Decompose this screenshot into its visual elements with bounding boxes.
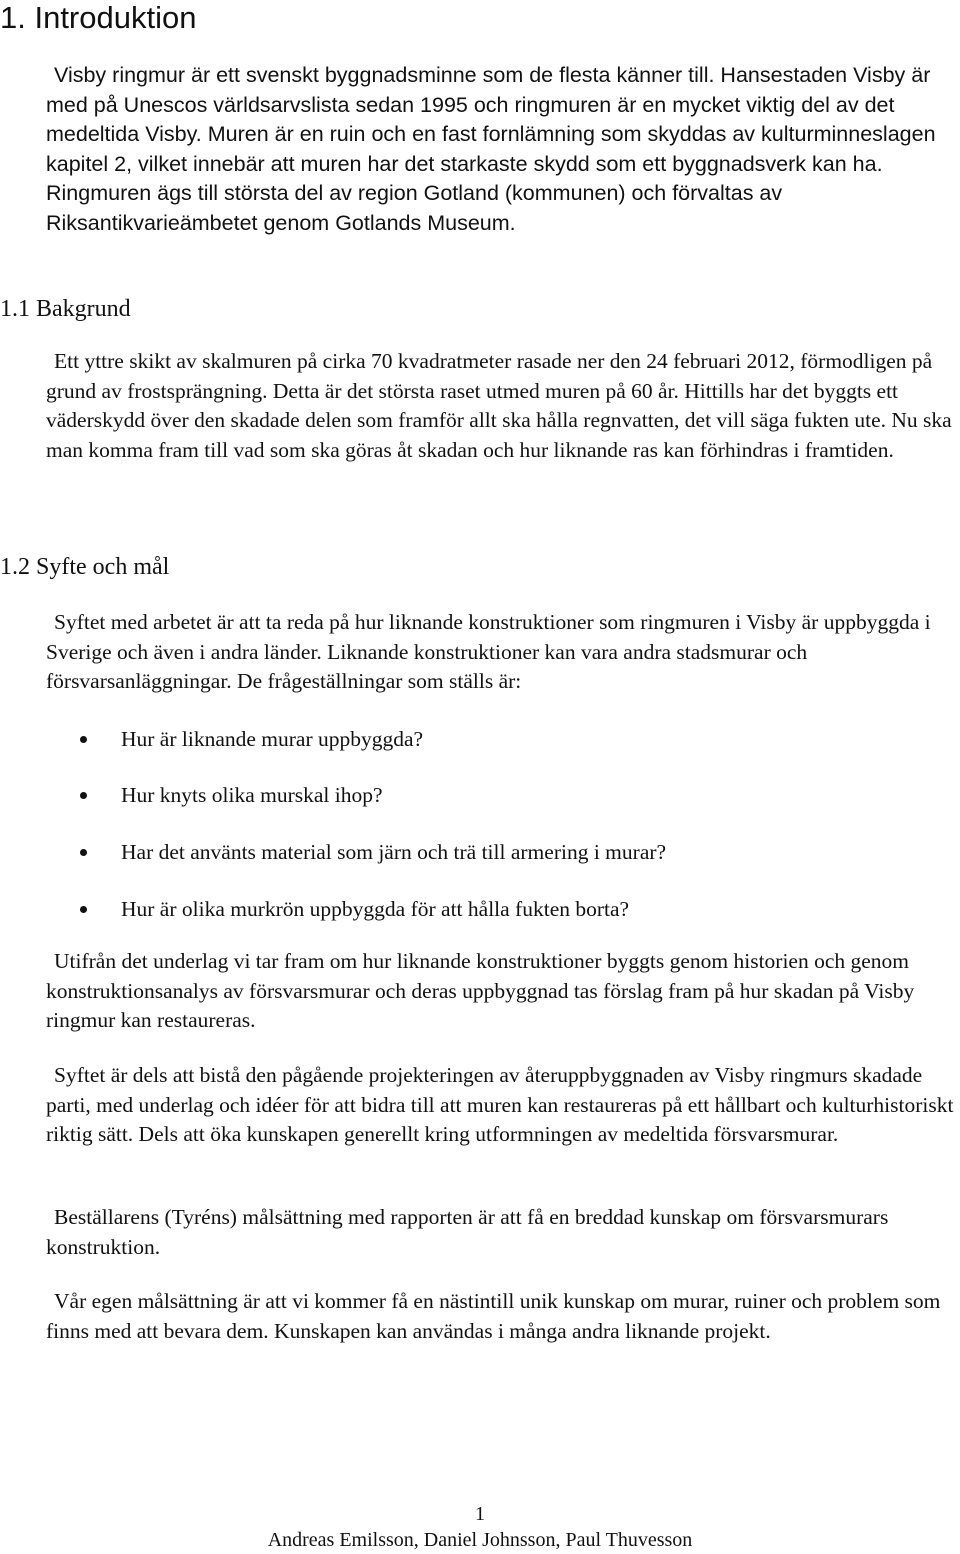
syfte-paragraph xyxy=(46,608,958,697)
list-item xyxy=(80,781,940,810)
list-item-text: Har det använts material som järn och trä till armering i murar? xyxy=(121,840,667,864)
intro-paragraph xyxy=(46,61,951,238)
list-item xyxy=(80,838,940,867)
list-item-text: Hur är liknande murar uppbyggda? xyxy=(121,727,424,751)
syfte-paragraph-text: Syftet med arbetet är att ta reda på hur liknande konstruktioner som ringmuren i Visby är uppbyggda i Sverige och även i andra länder. Liknande konstruktioner kan vara andra stadsmurar och försvarsanläggningar. De frågeställningar som ställs är: xyxy=(46,610,931,693)
syftet-dels-paragraph-text: Syftet är dels att bistå den pågående projekteringen av återuppbyggnaden av Visby ringmurs skadade parti, med underlag och idéer för att bidra till att muren kan restaureras på ett hållbart och kulturhistoriskt riktig sätt. Dels att öka kunskapen generellt kring utformningen av medeltida försvarsmurar. xyxy=(46,1063,954,1146)
var-egen-paragraph xyxy=(46,1287,958,1346)
bakgrund-paragraph-text: Ett yttre skikt av skalmuren på cirka 70 kvadratmeter rasade ner den 24 februari 2012, förmodligen på grund av frostsprängning. Detta är det största raset utmed muren på 60 år. Hittills har det byggts ett väderskydd över den skadade delen som framför allt ska hålla regnvatten, det vill säga fukten ute. Nu ska man komma fram till vad som ska göras åt skadan och hur liknande ras kan förhindras i framtiden. xyxy=(46,349,952,462)
list-item-text: Hur är olika murkrön uppbyggda för att hålla fukten borta? xyxy=(121,897,630,921)
utifran-paragraph xyxy=(46,947,958,1036)
bestallare-paragraph-text: Beställarens (Tyréns) målsättning med rapporten är att få en breddad kunskap om försvarsmurars konstruktion. xyxy=(46,1205,889,1259)
section-heading-bakgrund: 1.1 Bakgrund xyxy=(0,296,131,322)
section-heading-introduktion: 1. Introduktion xyxy=(0,0,197,35)
bakgrund-paragraph xyxy=(46,347,958,465)
bullet-icon xyxy=(80,849,87,856)
page-number: 1 xyxy=(475,1503,485,1525)
bullet-icon xyxy=(80,792,87,799)
list-item xyxy=(80,725,940,754)
list-item-text: Hur knyts olika murskal ihop? xyxy=(121,783,383,807)
utifran-paragraph-text: Utifrån det underlag vi tar fram om hur liknande konstruktioner byggts genom historien och genom konstruktionsanalys av försvarsmurar och deras uppbyggnad tas förslag fram på hur skadan på Visby ringmur kan restaureras. xyxy=(46,949,915,1032)
bullet-icon xyxy=(80,906,87,913)
bestallare-paragraph xyxy=(46,1203,958,1262)
syftet-dels-paragraph xyxy=(46,1061,958,1150)
var-egen-paragraph-text: Vår egen målsättning är att vi kommer få en nästintill unik kunskap om murar, ruiner och problem som finns med att bevara dem. Kunskapen kan användas i många andra liknande projekt. xyxy=(46,1289,941,1343)
bullet-icon xyxy=(80,736,87,743)
intro-paragraph-text: Visby ringmur är ett svenskt byggnadsminne som de flesta känner till. Hansestaden Visby är med på Unescos världsarvslista sedan 1995 och ringmuren är en mycket viktig del av det medeltida Visby. Muren är en ruin och en fast fornlämning som skyddas av kulturminneslagen kapitel 2, vilket innebär att muren har det starkaste skydd som ett byggnadsverk kan ha. Ringmuren ägs till största del av region Gotland (kommunen) och förvaltas av Riksantikvarieämbetet genom Gotlands Museum. xyxy=(46,63,936,235)
footer-authors: Andreas Emilsson, Daniel Johnsson, Paul Thuvesson xyxy=(267,1529,693,1551)
section-heading-syfte: 1.2 Syfte och mål xyxy=(0,554,170,580)
list-item xyxy=(80,895,940,924)
